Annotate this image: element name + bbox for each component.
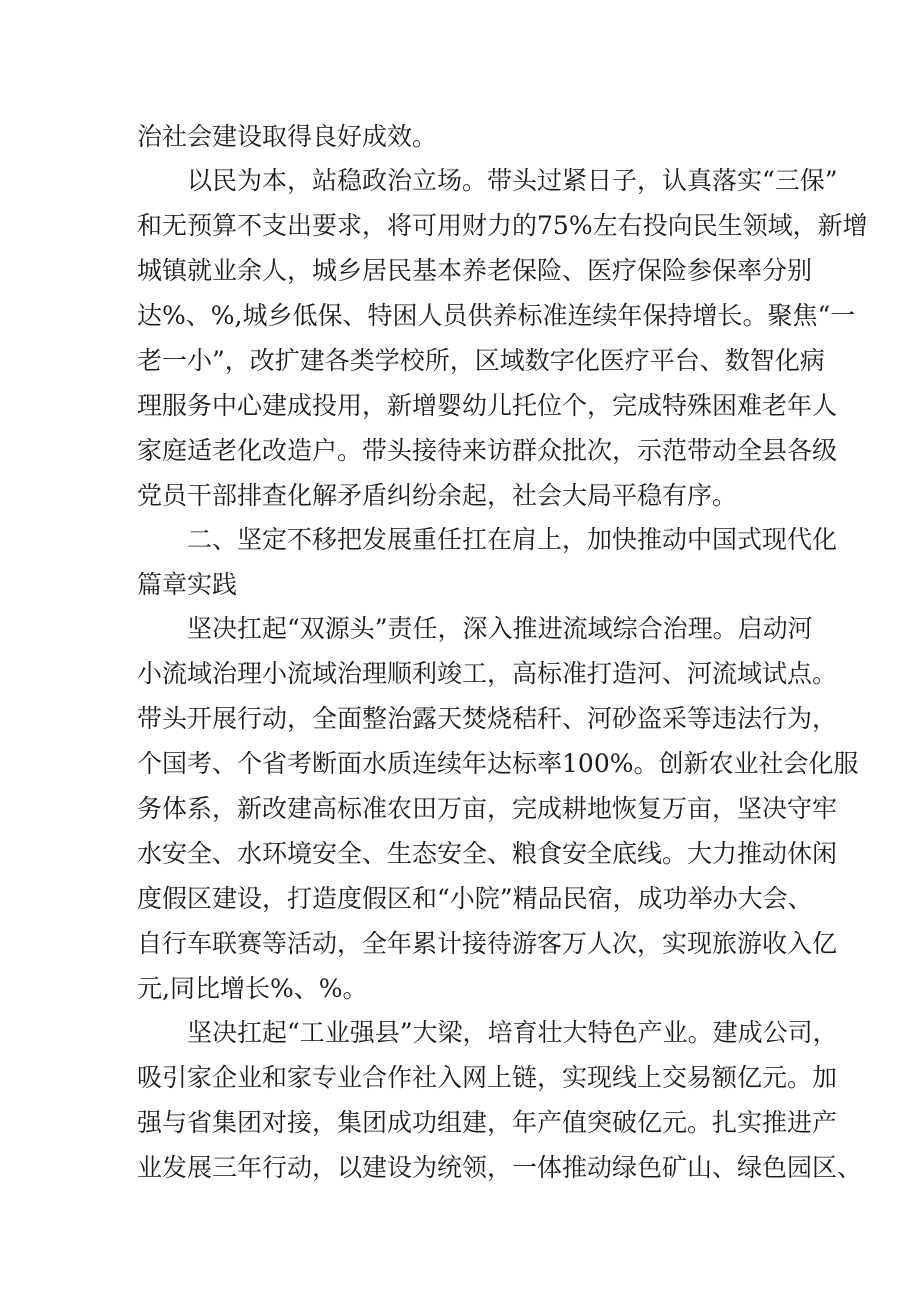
paragraph-line: 以民为本，站稳政治立场。带头过紧日子，认真落实“三保”	[187, 166, 838, 195]
paragraph-line: 度假区建设，打造度假区和“小院”精品民宿，成功举办大会、	[137, 884, 813, 913]
paragraph-line: 业发展三年行动，以建设为统领，一体推动绿色矿山、绿色园区、	[137, 1153, 863, 1182]
paragraph-line: 小流域治理小流域治理顺利竣工，高标准打造河、河流域试点。	[137, 659, 838, 688]
paragraph-line: 老一小”，改扩建各类学校所，区域数字化医疗平台、数智化病	[137, 346, 825, 375]
paragraph-line: 务体系，新改建高标准农田万亩，完成耕地恢复万亩，坚决守牢	[137, 794, 838, 823]
paragraph-line: 吸引家企业和家专业合作社入网上链，实现线上交易额亿元。加	[137, 1063, 838, 1092]
paragraph-line: 坚决扛起“双源头”责任，深入推进流域综合治理。启动河	[187, 614, 813, 643]
paragraph-line: 和无预算不支出要求，将可用财力的75%左右投向民生领域，新增	[137, 211, 868, 240]
paragraph-line: 家庭适老化改造户。带头接待来访群众批次，示范带动全县各级	[137, 436, 838, 465]
paragraph-line: 达%、%,城乡低保、特困人员供养标准连续年保持增长。聚焦“一	[137, 301, 856, 330]
section-heading: 二、坚定不移把发展重任扛在肩上，加快推动中国式现代化	[187, 525, 838, 554]
paragraph-line: 强与省集团对接，集团成功组建，年产值突破亿元。扎实推进产	[137, 1108, 838, 1137]
paragraph-line: 带头开展行动，全面整治露天焚烧秸秆、河砂盗采等违法行为，	[137, 704, 838, 733]
paragraph-line: 理服务中心建成投用，新增婴幼儿托位个，完成特殊困难老年人	[137, 391, 838, 420]
paragraph-line: 城镇就业余人，城乡居民基本养老保险、医疗保险参保率分别	[137, 256, 813, 285]
paragraph-line: 坚决扛起“工业强县”大梁，培育壮大特色产业。建成公司，	[187, 1018, 838, 1047]
section-heading: 篇章实践	[137, 570, 238, 599]
paragraph-line: 党员干部排查化解矛盾纠纷余起，社会大局平稳有序。	[137, 481, 738, 510]
paragraph-line: 自行车联赛等活动，全年累计接待游客万人次，实现旅游收入亿	[137, 929, 838, 958]
paragraph-line: 个国考、个省考断面水质连续年达标率100%。创新农业社会化服	[137, 749, 859, 778]
paragraph-line: 水安全、水环境安全、生态安全、粮食安全底线。大力推动休闲	[137, 839, 838, 868]
paragraph-line: 治社会建设取得良好成效。	[137, 122, 438, 151]
paragraph-line: 元,同比增长%、%。	[137, 974, 368, 1003]
